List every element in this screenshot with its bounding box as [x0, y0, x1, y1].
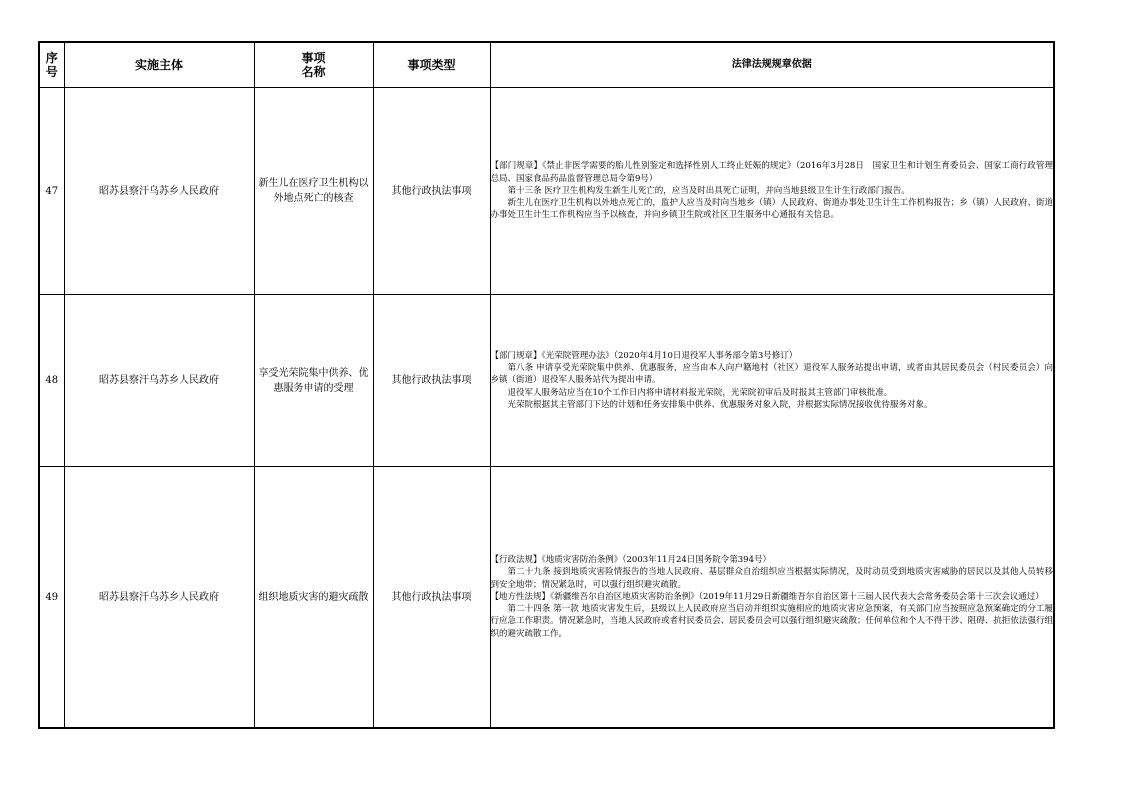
- cell-subject: 昭苏县察汗乌苏乡人民政府: [64, 295, 254, 467]
- cell-seq: 49: [39, 467, 64, 729]
- basis-paragraph: 第十三条 医疗卫生机构发生新生儿死亡的，应当及时出具死亡证明，并向当地县级卫生计生行政部门报告。: [507, 185, 910, 196]
- cell-item-type: 其他行政执法事项: [373, 467, 490, 729]
- cell-legal-basis: [490, 467, 1054, 729]
- table-row: [39, 295, 1054, 467]
- cell-seq: 48: [39, 295, 64, 467]
- basis-paragraph: 第二十九条 接到地质灾害险情报告的当地人民政府、基层群众自治组织应当根据实际情况，及时动员受到地质灾害威胁的居民以及其他人员转移到安全地带；情况紧急时，可以强行组织避灾疏散。: [490, 567, 1053, 590]
- header-item-name: 事项名称: [254, 42, 373, 88]
- cell-legal-basis: [490, 88, 1054, 295]
- enforcement-items-table: [38, 41, 1055, 729]
- table-row: [39, 467, 1054, 729]
- cell-legal-basis: [490, 295, 1054, 467]
- basis-paragraph: 退役军人服务站应当在10个工作日内将申请材料报光荣院，光荣院初审后及时报其主管部门审核批准。: [507, 387, 893, 398]
- header-legal-basis: 法律法规规章依据: [490, 42, 1054, 88]
- cell-item-type: 其他行政执法事项: [373, 88, 490, 295]
- cell-seq: 47: [39, 88, 64, 295]
- cell-item-name: 组织地质灾害的避灾疏散: [254, 467, 373, 729]
- basis-paragraph: 【部门规章】《禁止非医学需要的胎儿性别鉴定和选择性别人工终止妊娠的规定》（2016年3月28日 国家卫生和计划生育委员会、国家工商行政管理总局、国家食品药品监督管理总局令第9号）: [490, 161, 1053, 184]
- header-item-type: 事项类型: [373, 42, 490, 88]
- basis-paragraph: 新生儿在医疗卫生机构以外地点死亡的，监护人应当及时向当地乡（镇）人民政府、街道办事处卫生计生工作机构报告；乡（镇）人民政府、街道办事处卫生计生工作机构应当予以核查，并向乡镇卫生院或社区卫生服务中心通报有关信息。: [490, 198, 1053, 221]
- basis-paragraph: 光荣院根据其主管部门下达的计划和任务安排集中供养、优惠服务对象入院，并根据实际情况接收优待服务对象。: [507, 399, 933, 410]
- basis-paragraph: 【行政法规】《地质灾害防治条例》（2003年11月24日国务院令第394号）: [490, 555, 771, 566]
- cell-item-name: 新生儿在医疗卫生机构以外地点死亡的核查: [254, 88, 373, 295]
- table-row: [39, 88, 1054, 295]
- basis-paragraph: 【地方性法规】《新疆维吾尔自治区地质灾害防治条例》（2019年11月29日新疆维吾尔自治区第十三届人民代表大会常务委员会第十三次会议通过）: [490, 591, 1044, 602]
- header-seq: 序号: [39, 42, 64, 88]
- cell-item-type: 其他行政执法事项: [373, 295, 490, 467]
- basis-paragraph: 第二十四条 第一款 地质灾害发生后，县级以上人民政府应当启动并组织实施相应的地质灾害应急预案，有关部门应当按照应急预案确定的分工履行应急工作职责。情况紧急时，当地人民政府或者村民委员会、居民委员会可以强行组织避灾疏散；任何单位和个人不得干涉、阻碍、抗拒依法强行组织的避灾疏散工作。: [490, 604, 1053, 639]
- cell-subject: 昭苏县察汗乌苏乡人民政府: [64, 88, 254, 295]
- basis-paragraph: 【部门规章】《光荣院管理办法》（2020年4月10日退役军人事务部令第3号修订）: [490, 350, 798, 361]
- cell-subject: 昭苏县察汗乌苏乡人民政府: [64, 467, 254, 729]
- table-header-row: [39, 42, 1054, 88]
- header-subject: 实施主体: [64, 42, 254, 88]
- basis-paragraph: 第八条 申请享受光荣院集中供养、优惠服务，应当由本人向户籍地村（社区）退役军人服务站提出申请，或者由其居民委员会（村民委员会）向乡镇（街道）退役军人服务站代为提出申请。: [490, 363, 1053, 386]
- cell-item-name: 享受光荣院集中供养、优惠服务申请的受理: [254, 295, 373, 467]
